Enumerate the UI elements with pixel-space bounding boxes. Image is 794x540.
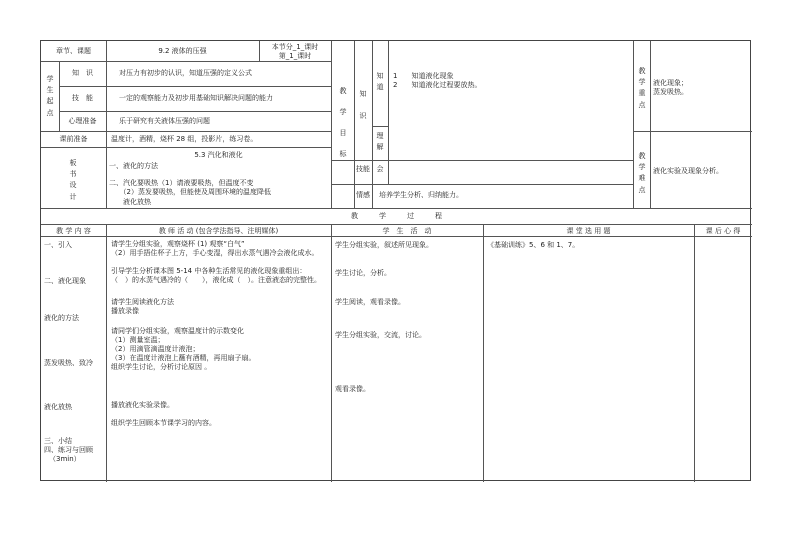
teacher-line: 播放液化实验录像。 xyxy=(111,401,174,409)
board-title: 5.3 汽化和液化 xyxy=(194,151,243,159)
student-line: 学生分组实验，叙述所见现象。 xyxy=(335,241,433,249)
student-line: 学生阅读，观看录像。 xyxy=(335,298,405,306)
header-content: 教 学 内 容 xyxy=(56,227,91,235)
goal-skill-label: 技能 xyxy=(356,165,370,173)
know-item: 2 知道液化过程要放热。 xyxy=(393,81,482,89)
knowledge-value: 对压力有初步的认识，知道压强的定义公式 xyxy=(119,69,252,77)
content-item: 蒸发吸热、致冷 xyxy=(44,359,93,367)
teacher-line: 组织学生回顾本节课学习的内容。 xyxy=(111,419,216,427)
mental-value: 乐于研究有关液体压强的问题 xyxy=(119,117,210,125)
content-item: （3min） xyxy=(49,455,81,463)
teacher-line: （2）用手捂住杯子上方，手心变湿，得出水蒸气遇冷会液化成水。 xyxy=(111,249,319,257)
knowledge-label: 知 识 xyxy=(72,69,93,77)
chapter-label: 章节、课题 xyxy=(56,47,91,55)
chapter-value: 9.2 液体的压强 xyxy=(158,47,207,55)
focus-label: 教 学 重 点 xyxy=(638,67,646,109)
student-line: 学生分组实验，交流，讨论。 xyxy=(335,331,426,339)
header-reflection: 课 后 心 得 xyxy=(705,227,741,235)
exercise-text: 《基础训练》5、6 和 1、7。 xyxy=(487,241,580,249)
board-line: （2）蒸发要吸热，但能使及周围环境的温度降低 xyxy=(109,188,271,196)
board-line: 二、汽化要吸热（1）请液要吸热，但温度不变 xyxy=(109,179,254,187)
teacher-line: （1）测量室温； xyxy=(111,336,165,344)
board-label: 板 书 设 计 xyxy=(69,159,77,201)
understand-sub-label: 理 解 xyxy=(376,132,384,152)
skill-value: 一定的观察能力及初步用基础知识解决问题的能力 xyxy=(119,94,273,102)
board-line: 一、液化的方法 xyxy=(109,162,158,170)
student-line: 学生讨论，分析。 xyxy=(335,269,391,277)
prep-label: 课前准备 xyxy=(59,135,88,143)
header-student: 学 生 活 动 xyxy=(382,227,432,235)
teacher-line: （2）用滴管滴温度计液泡； xyxy=(111,345,200,353)
lesson-plan-form xyxy=(40,40,751,481)
teacher-line: 请学生阅读液化方法 xyxy=(111,298,174,306)
header-exercise: 课 堂 选 用 题 xyxy=(566,227,611,235)
goals-side-label: 学 生 起 点 xyxy=(46,75,54,117)
content-item: 液化放热 xyxy=(44,403,72,411)
teacher-line: 组织学生讨论，分析讨论原因 。 xyxy=(111,363,212,371)
content-item: 液化的方法 xyxy=(44,314,79,322)
emotion-label: 情感 xyxy=(356,191,370,199)
teacher-line: 请同学们分组实验，观察温度计的示数变化 xyxy=(111,327,244,335)
period-line1: 本节分_1_课时 xyxy=(271,43,319,51)
process-title: 教 学 过 程 xyxy=(351,212,442,220)
emotion-value: 培养学生分析、归纳能力。 xyxy=(379,191,463,199)
period-line2: 第_1_课时 xyxy=(278,52,312,60)
teaching-goals-label: 教 学 目 标 xyxy=(339,87,347,158)
focus-line: 液化现象； xyxy=(653,79,688,87)
know-item: 1 知道液化现象 xyxy=(393,72,454,80)
mental-label: 心理准备 xyxy=(68,117,97,125)
board-line: 液化放热 xyxy=(109,198,151,206)
content-item: 三、小结 xyxy=(44,437,72,445)
header-teacher: 教 师 活 动 (包含学法指导、注明媒体) xyxy=(158,227,279,235)
teacher-line: （3）在温度计液泡上蘸有酒精，再用扇子扇。 xyxy=(111,354,256,362)
focus-line: 蒸发吸热。 xyxy=(653,88,688,96)
know-label: 知 识 xyxy=(359,90,374,121)
content-item: 一、引入 xyxy=(44,241,72,249)
prep-value: 温度计，酒精，烧杯 28 组，投影片，练习卷。 xyxy=(111,135,258,143)
student-line: 观看录像。 xyxy=(335,385,370,393)
difficulty-label: 教 学 难 点 xyxy=(638,152,646,194)
skill-label: 技 能 xyxy=(72,94,93,102)
content-item: 四、练习与回顾 xyxy=(44,446,93,454)
goal-skill-sub: 会 xyxy=(376,165,384,173)
content-item: 二、液化现象 xyxy=(44,277,86,285)
teacher-line: 请学生分组实验，观察烧杯 (1) 观察“白气” xyxy=(111,240,245,248)
know-sub-label: 知 道 xyxy=(376,72,384,92)
teacher-line: （ ）的水蒸气遇冷的（ ），液化成（ ）。注意液态的完整性。 xyxy=(111,276,321,284)
teacher-line: 播放录像 xyxy=(111,307,139,315)
difficulty-value: 液化实验及现象分析。 xyxy=(653,167,723,175)
teacher-line: 引导学生分析课本图 5-14 中各种生活常见的液化现象重组出： xyxy=(111,267,307,275)
